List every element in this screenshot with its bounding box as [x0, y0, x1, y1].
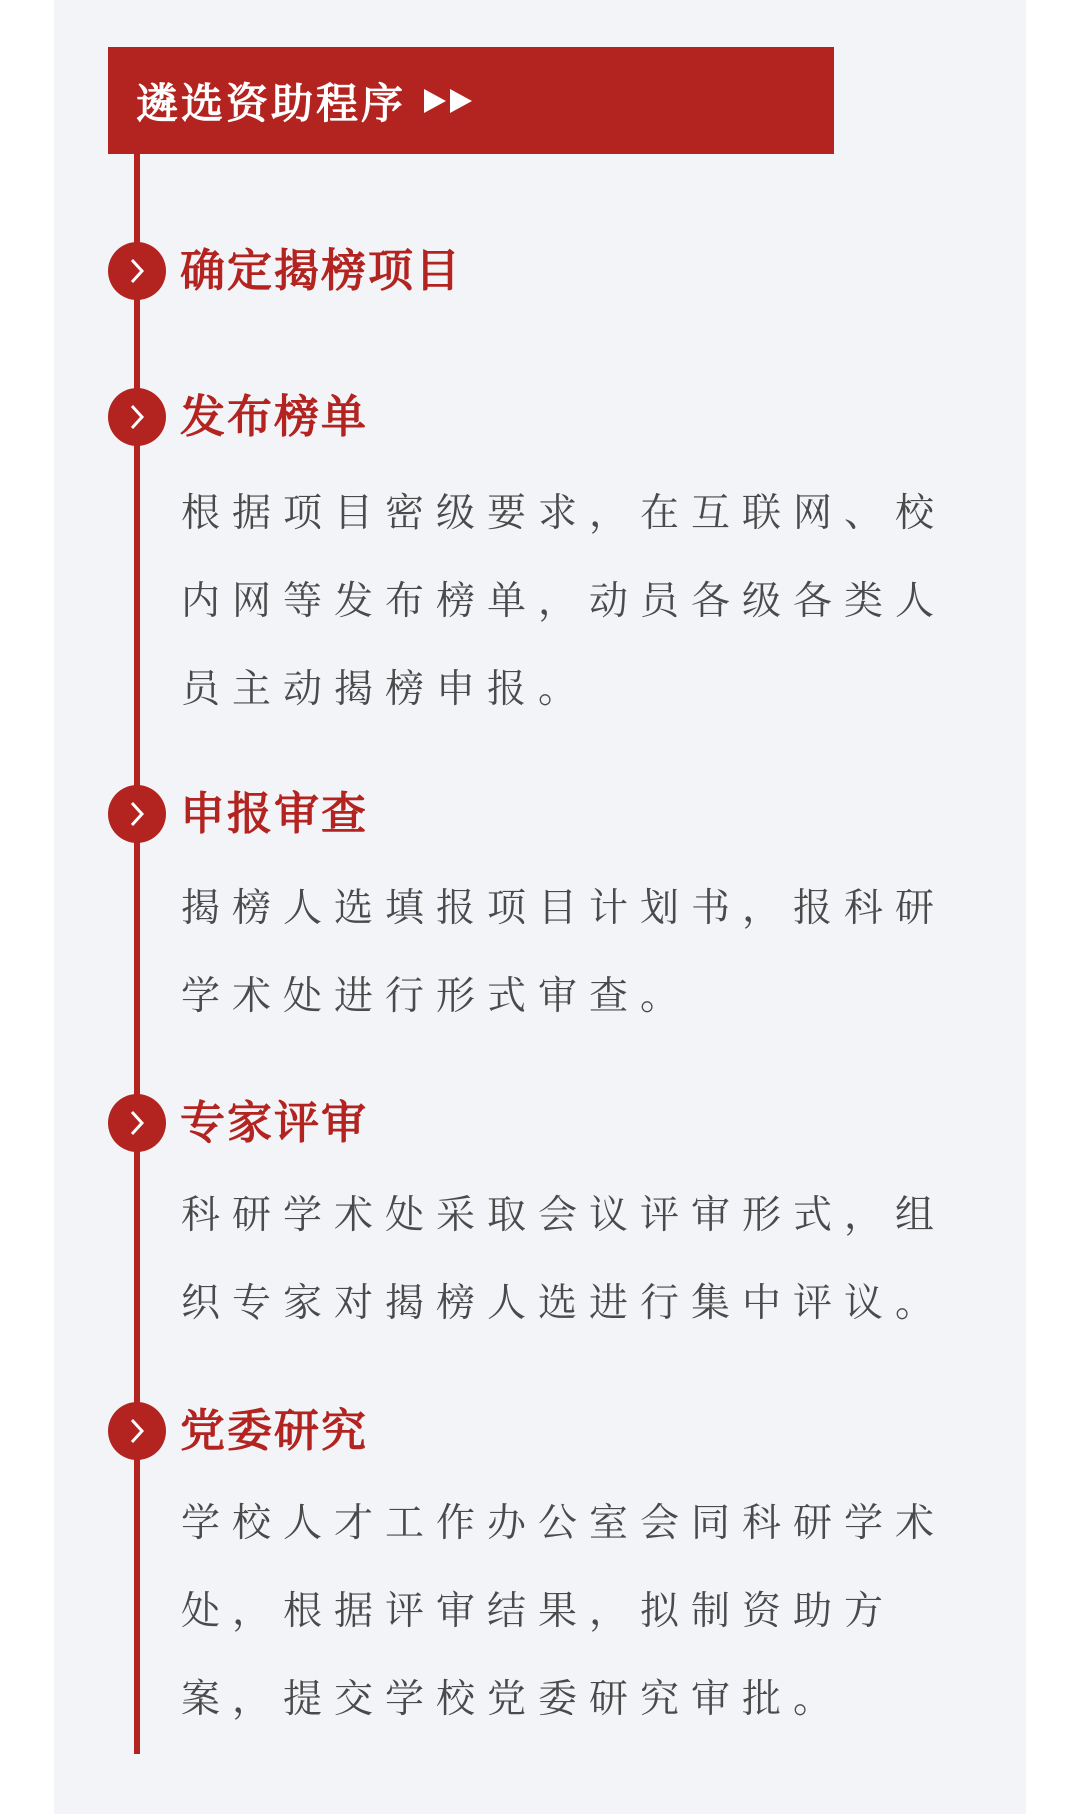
- double-play-arrows-icon: [422, 85, 478, 117]
- chevron-right-icon: [108, 1094, 166, 1152]
- step-title-1: 确定揭榜项目: [180, 244, 463, 297]
- section-title: 遴选资助程序: [136, 78, 407, 128]
- chevron-right-icon: [108, 1402, 166, 1460]
- chevron-right-icon: [108, 785, 166, 843]
- step-title-5: 党委研究: [180, 1404, 369, 1457]
- step-description-4: 科研学术处采取会议评审形式，组织专家对揭榜人选进行集中评议。: [181, 1193, 947, 1326]
- section-header: [108, 47, 834, 154]
- step-title-2: 发布榜单: [180, 390, 369, 443]
- step-title-4: 专家评审: [180, 1096, 369, 1149]
- step-title-3: 申报审查: [180, 787, 369, 840]
- chevron-right-icon: [108, 242, 166, 300]
- step-description-2: 根据项目密级要求，在互联网、校内网等发布榜单，动员各级各类人员主动揭榜申报。: [181, 491, 947, 712]
- step-description-3: 揭榜人选填报项目计划书，报科研学术处进行形式审查。: [181, 886, 947, 1019]
- chevron-right-icon: [108, 388, 166, 446]
- step-description-5: 学校人才工作办公室会同科研学术处，根据评审结果，拟制资助方案，提交学校党委研究审批。: [181, 1501, 947, 1722]
